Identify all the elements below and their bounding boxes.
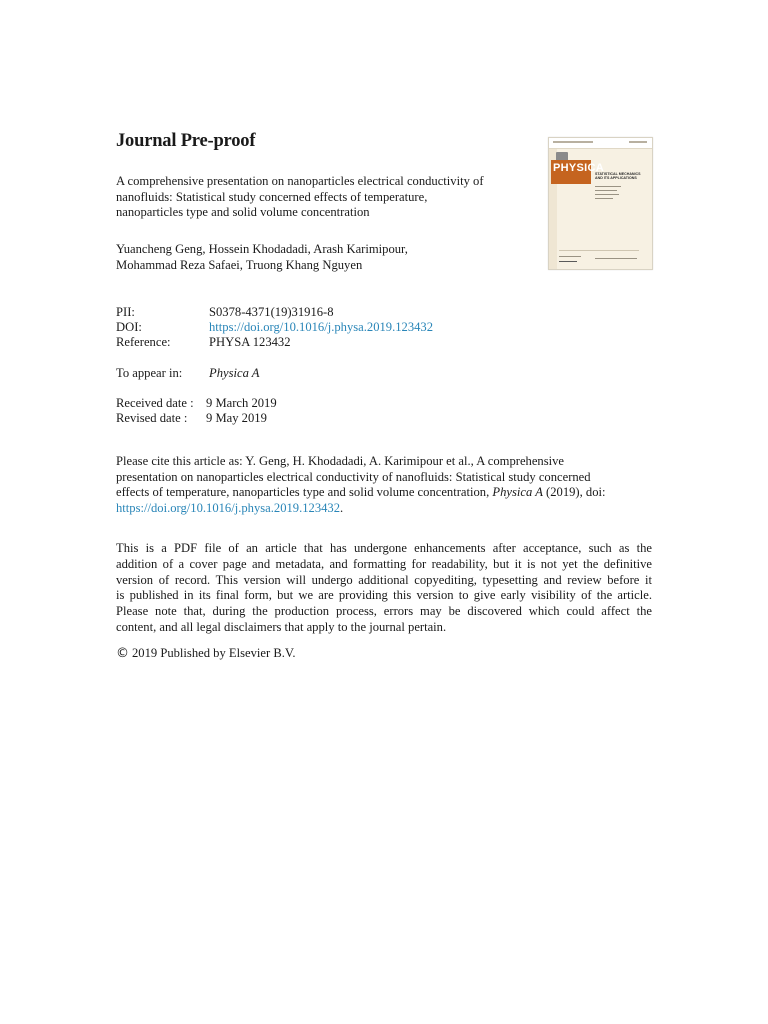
revised-date-value: 9 May 2019 (206, 411, 267, 425)
citation-text: effects of temperature, nanoparticles type and solid volume concentration, (116, 485, 490, 500)
notice-line: content, and all legal disclaimers that apply to the journal pertain. (116, 619, 447, 634)
cover-text-line (595, 190, 617, 191)
cover-text-line (595, 258, 637, 259)
cover-subtitle (595, 172, 641, 180)
cover-text-line (595, 186, 621, 187)
notice-line: addition of a cover page and metadata, and formatting for readability, but it is not yet the definitive (116, 556, 652, 571)
journal-pre-proof-heading: Journal Pre-proof (116, 131, 256, 151)
doi-link[interactable]: https://doi.org/10.1016/j.physa.2019.123432 (209, 320, 434, 334)
cover-text-line (595, 198, 613, 199)
copyright-notice (116, 646, 295, 661)
article-title-line: nanoparticles type and solid volume concentration (116, 205, 370, 220)
pre-proof-notice (116, 541, 652, 636)
received-date-label: Received date : (116, 396, 194, 410)
article-authors (116, 241, 408, 273)
article-title-line: A comprehensive presentation on nanoparticles electrical conductivity of (116, 174, 484, 188)
citation-line: presentation on nanoparticles electrical conductivity of nanofluids: Statistical study concerned (116, 469, 591, 484)
cover-text-line (559, 256, 581, 257)
notice-line: is published in its final form, but we are providing this version to give early visibility of the article. (116, 588, 652, 603)
cover-text-line (595, 194, 619, 195)
cover-top-text-line (553, 141, 593, 143)
reference-label: Reference: (116, 335, 171, 349)
received-date-value: 9 March 2019 (206, 396, 277, 410)
citation-line: Please cite this article as: Y. Geng, H. Khodadadi, A. Karimipour et al., A comprehensive (116, 454, 565, 468)
author-line: Mohammad Reza Safaei, Truong Khang Nguyen (116, 258, 363, 272)
citation-period: . (340, 500, 344, 515)
journal-cover-image (548, 137, 653, 270)
cover-subtitle-line: AND ITS APPLICATIONS (595, 176, 637, 181)
cover-subtitle-line: STATISTICAL MECHANICS (595, 172, 641, 176)
doi-label: DOI: (116, 320, 142, 334)
citation-paragraph (116, 454, 652, 516)
cover-top-strip (549, 138, 652, 149)
appear-in-value: Physica A (209, 366, 260, 380)
copyright-symbol: © (116, 646, 129, 661)
notice-line: version of record. This version will undergo additional copyediting, typesetting and review before it (116, 572, 652, 587)
citation-line (116, 501, 652, 517)
citation-text: (2019), doi: (546, 485, 606, 500)
citation-doi-link[interactable]: https://doi.org/10.1016/j.physa.2019.123432 (116, 500, 341, 515)
copyright-text: 2019 Published by Elsevier B.V. (132, 646, 296, 660)
cover-text-line (559, 261, 577, 262)
article-title (116, 174, 526, 221)
citation-line (116, 485, 652, 501)
pii-value: S0378-4371(19)31916-8 (209, 305, 334, 319)
appear-in-label: To appear in: (116, 366, 183, 380)
notice-line: This is a PDF file of an article that has undergone enhancements after acceptance, such as the (116, 541, 652, 555)
pii-label: PII: (116, 305, 135, 319)
cover-journal-logo: PHYSICA (553, 162, 604, 174)
citation-journal: Physica A (492, 485, 543, 500)
author-line: Yuancheng Geng, Hossein Khodadadi, Arash Karimipour, (116, 242, 408, 256)
notice-line: Please note that, during the production process, errors may be discovered which could affect the (116, 604, 652, 619)
cover-top-text-line (629, 141, 647, 143)
reference-value: PHYSA 123432 (209, 335, 291, 349)
article-title-line: nanofluids: Statistical study concerned effects of temperature, (116, 189, 428, 204)
revised-date-label: Revised date : (116, 411, 188, 425)
cover-divider (559, 250, 639, 251)
